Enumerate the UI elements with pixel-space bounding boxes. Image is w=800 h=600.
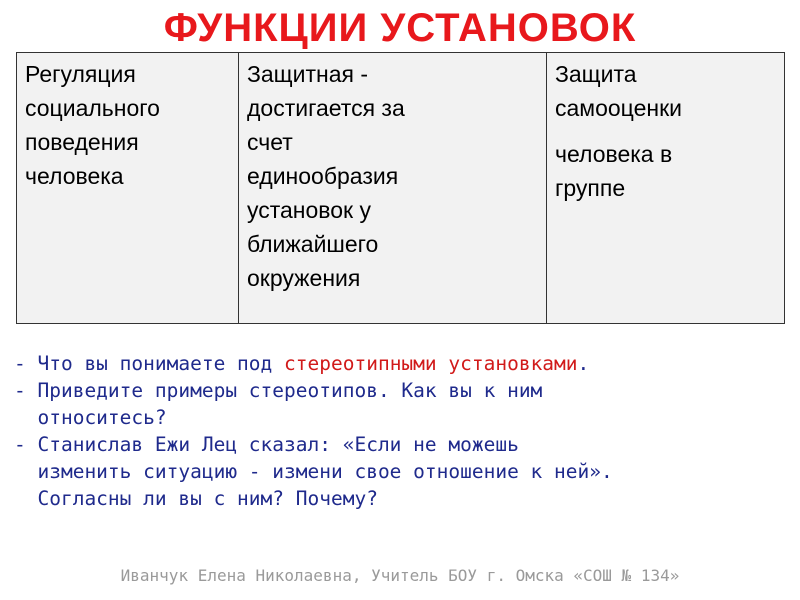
slide-title: ФУНКЦИИ УСТАНОВОК: [163, 6, 637, 50]
question-3-line-2: изменить ситуацию - измени свое отношение к ней».: [14, 460, 613, 483]
discussion-questions: [14, 350, 784, 512]
cell-text: самооценки: [555, 95, 683, 121]
cell-text: человека в: [555, 141, 673, 167]
cell-text: группе: [555, 175, 626, 201]
table-row: [17, 53, 785, 324]
table-cell-protective: [239, 53, 547, 324]
cell-text: социального: [25, 95, 160, 121]
question-3-line-1: - Станислав Ежи Лец сказал: «Если не можешь: [14, 433, 519, 456]
question-1: [14, 350, 784, 377]
highlighted-term: стереотипными установками: [284, 352, 578, 375]
table-cell-self-esteem: [547, 53, 785, 324]
cell-text: установок у: [247, 197, 372, 223]
question-text: .: [577, 352, 590, 375]
author-footer: Иванчук Елена Николаевна, Учитель БОУ г. Омска «СОШ № 134»: [120, 566, 680, 585]
cell-text: достигается за: [247, 95, 405, 121]
question-3-line-3: Согласны ли вы с ним? Почему?: [14, 487, 378, 510]
question-text: - Что вы понимаете под: [14, 352, 285, 375]
cell-text: окружения: [247, 265, 361, 291]
cell-text: Защита: [555, 61, 637, 87]
cell-text: поведения: [25, 129, 139, 155]
cell-text: Защитная -: [247, 61, 368, 87]
table-cell-regulation: [17, 53, 239, 324]
question-2-line-1: - Приведите примеры стереотипов. Как вы к ним: [14, 379, 543, 402]
cell-text: Регуляция: [25, 61, 136, 87]
cell-text: человека: [25, 163, 124, 189]
cell-text: ближайшего: [247, 231, 379, 257]
cell-text: счет: [247, 129, 293, 155]
question-2-line-2: относитесь?: [14, 406, 167, 429]
functions-table: [16, 52, 785, 324]
cell-text: единообразия: [247, 163, 399, 189]
